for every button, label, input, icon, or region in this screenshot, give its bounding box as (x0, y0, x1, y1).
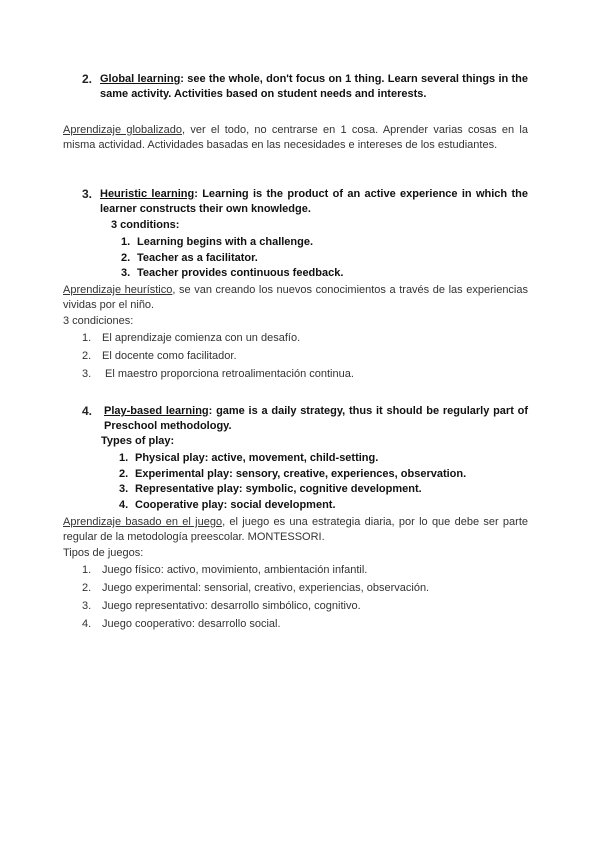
item-heading: Heuristic learning (100, 188, 195, 200)
item-text (104, 404, 528, 434)
spanish-types-list (82, 561, 429, 633)
conditions-title: 3 conditions: (111, 219, 180, 231)
list-item: 4. Cooperative play: social development. (119, 498, 336, 511)
item-number: 2. (82, 72, 93, 86)
item-text (100, 187, 528, 217)
item-heading: Global learning (100, 73, 181, 85)
list-item: 1. Physical play: active, movement, child-setting. (119, 452, 379, 464)
spanish-heuristic-learning (63, 283, 528, 313)
item-heuristic-learning (82, 187, 528, 217)
list-item: 3. Teacher provides continuous feedback. (121, 267, 344, 279)
spanish-play-based-learning (63, 515, 528, 545)
types-list (119, 451, 466, 513)
list-item: 3. El maestro proporciona retroalimentación continua. (82, 368, 354, 380)
item-description: : see the whole, don't focus on 1 thing. Learn several things in the same activity. Activities based on student needs and interests. (100, 73, 528, 100)
spanish-heading: Aprendizaje basado en el juego (63, 516, 223, 528)
list-item: 1. Learning begins with a challenge. (121, 236, 314, 248)
spanish-description: , el juego es una estrategia diaria, por lo que debe ser parte regular de la metodología preescolar. MONTESSORI. (63, 516, 528, 543)
spanish-conditions-title: 3 condiciones: (63, 315, 134, 327)
item-number: 4. (82, 404, 93, 418)
list-item: 3. Representative play: symbolic, cognitive development. (119, 483, 422, 495)
spanish-description: , ver el todo, no centrarse en 1 cosa. Aprender varias cosas en la misma actividad. Actividades basadas en las necesidades e intereses de los estudiantes. (63, 124, 528, 151)
list-item: 1. Juego físico: activo, movimiento, ambientación infantil. (82, 564, 368, 576)
list-item: 2. El docente como facilitador. (82, 350, 237, 362)
list-item: 2. Teacher as a facilitator. (121, 251, 258, 264)
spanish-types-title: Tipos de juegos: (63, 547, 144, 559)
spanish-heading: Aprendizaje heurístico (63, 284, 173, 296)
spanish-description: , se van creando los nuevos conocimientos a través de las experiencias vividas por el niño. (63, 284, 528, 311)
item-description: : game is a daily strategy, thus it should be regularly part of Preschool methodology. (104, 405, 528, 432)
types-title: Types of play: (101, 435, 175, 447)
list-item: 2. Juego experimental: sensorial, creativo, experiencias, observación. (82, 582, 430, 594)
item-number: 3. (82, 187, 93, 201)
item-heading: Play-based learning (104, 405, 209, 417)
list-item: 3. Juego representativo: desarrollo simbólico, cognitivo. (82, 600, 361, 612)
item-global-learning (82, 72, 528, 102)
spanish-global-learning (63, 123, 528, 153)
item-play-based-learning (82, 404, 528, 434)
spanish-conditions-list (82, 329, 354, 383)
list-item: 1. El aprendizaje comienza con un desafío. (82, 332, 301, 344)
item-text (100, 72, 528, 102)
conditions-list (121, 235, 343, 282)
list-item: 4. Juego cooperativo: desarrollo social. (82, 618, 281, 630)
spanish-heading: Aprendizaje globalizado (63, 124, 183, 136)
item-description: : Learning is the product of an active experience in which the learner constructs their own knowledge. (100, 188, 528, 215)
list-item: 2. Experimental play: sensory, creative, experiences, observation. (119, 467, 467, 480)
